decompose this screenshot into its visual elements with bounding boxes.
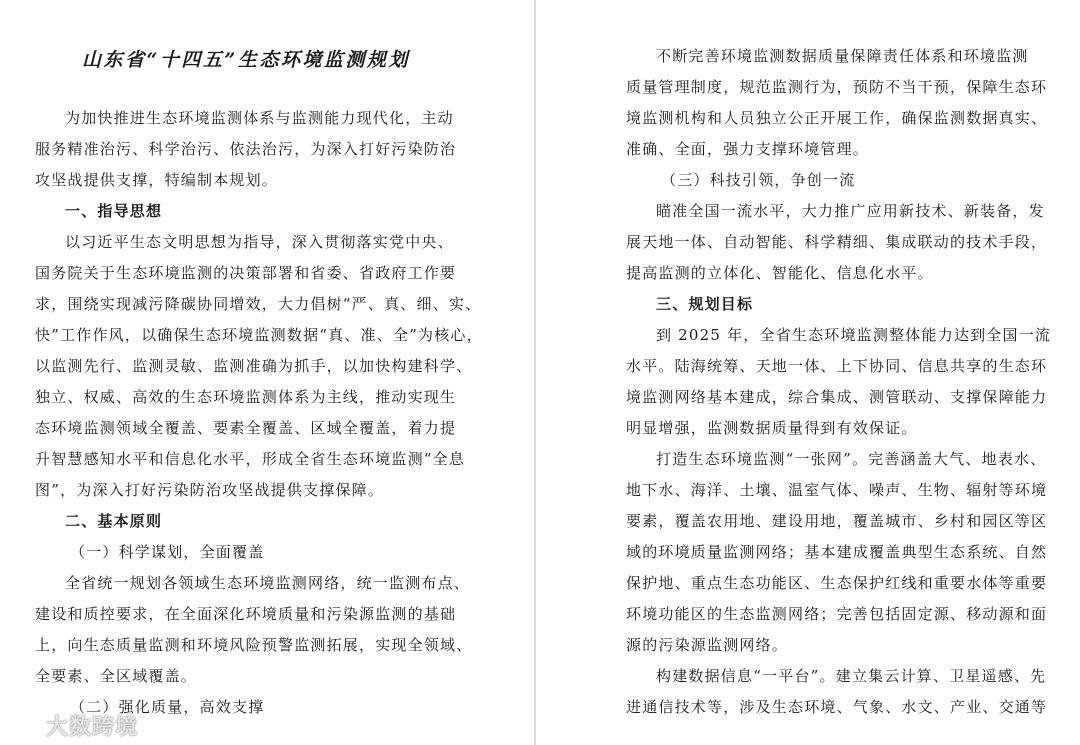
paragraph-line: 以习近平生态文明思想为指导，深入贯彻落实党中央、 [65, 233, 454, 251]
paragraph-line: 为加快推进生态环境监测体系与监测能力现代化，主动 [65, 109, 454, 127]
paragraph-line: 全要素、全区域覆盖。 [35, 667, 198, 685]
paragraph-line: 构建数据信息“一平台”。建立集云计算、卫星遥感、先 [656, 667, 1047, 685]
paragraph-line: 态环境监测领域全覆盖、要素全覆盖、区域全覆盖，着力提 [35, 419, 457, 437]
section-heading: 一、指导思想 [65, 202, 163, 220]
paragraph-line: 以监测先行、监测灵敏、监测准确为抓手，以加快构建科学、 [35, 357, 473, 375]
paragraph-line: 求，围绕实现减污降碳协同增效，大力倡树“严、真、细、实、 [35, 295, 482, 313]
section-heading: 二、基本原则 [65, 512, 163, 530]
paragraph-line: 提高监测的立体化、智能化、信息化水平。 [626, 264, 934, 282]
watermark [8, 710, 138, 741]
paragraph-line: 境监测机构和人员独立公正开展工作，确保监测数据真实、 [626, 109, 1048, 127]
paragraph-line: 境监测网络基本建成，综合集成、测管联动、支撑保障能力 [626, 388, 1048, 406]
paragraph-line: 图”，为深入打好污染防治攻坚战提供支撑保障。 [35, 481, 385, 499]
paragraph-line: 水平。陆海统筹、天地一体、上下协同、信息共享的生态环 [626, 357, 1048, 375]
watermark-logo-icon [8, 717, 42, 739]
paragraph-line: 到 2025 年，全省生态环境监测整体能力达到全国一流 [656, 326, 1052, 344]
paragraph-line: 瞄准全国一流水平，大力推广应用新技术、新装备，发 [656, 202, 1045, 220]
watermark-text: 大数跨境 [46, 715, 139, 740]
paragraph-line: 国务院关于生态环境监测的决策部署和省委、省政府工作要 [35, 264, 457, 282]
paragraph-line: 地下水、海洋、土壤、温室气体、噪声、生物、辐射等环境 [626, 481, 1048, 499]
paragraph-line: 保护地、重点生态功能区、生态保护红线和重要水体等重要 [626, 574, 1048, 592]
paragraph-line: 准确、全面，强力支撑环境管理。 [626, 140, 870, 158]
document-title: 山东省“十四五”生态环境监测规划 [82, 49, 410, 71]
paragraph-line: 攻坚战提供支撑，特编制本规划。 [35, 171, 279, 189]
paragraph-line: 域的环境质量监测网络；基本建成覆盖典型生态系统、自然 [626, 543, 1048, 561]
paragraph-line: 独立、权威、高效的生态环境监测体系为主线，推动实现生 [35, 388, 457, 406]
paragraph-line: 质量管理制度，规范监测行为，预防不当干预，保障生态环 [626, 78, 1048, 96]
paragraph-line: 环境功能区的生态监测网络；完善包括固定源、移动源和面 [626, 605, 1048, 623]
paragraph-line: 要素，覆盖农用地、建设用地，覆盖城市、乡村和园区等区 [626, 512, 1048, 530]
paragraph-line: 源的污染源监测网络。 [626, 636, 789, 654]
paragraph-line: 升智慧感知水平和信息化水平，形成全省生态环境监测“全息 [35, 450, 466, 468]
paragraph-line: 上，向生态质量监测和环境风险预警监测拓展，实现全领域、 [35, 636, 473, 654]
section-heading: 三、规划目标 [656, 295, 754, 313]
subsection-heading: （三）科技引领，争创一流 [661, 171, 856, 189]
paragraph-line: 服务精准治污、科学治污、依法治污，为深入打好污染防治 [35, 140, 457, 158]
subsection-heading: （一）科学谋划，全面覆盖 [70, 543, 265, 561]
paragraph-line: 打造生态环境监测“一张网”。完善涵盖大气、地表水、 [656, 450, 1047, 468]
paragraph-line: 快”工作作风，以确保生态环境监测数据“真、准、全”为核心， [35, 326, 483, 344]
left-page [0, 0, 534, 745]
subsection-heading: （二）强化质量，高效支撑 [70, 698, 265, 716]
paragraph-line: 展天地一体、自动智能、科学精细、集成联动的技术手段， [626, 233, 1048, 251]
right-page [536, 0, 1080, 745]
paragraph-line: 进通信技术等，涉及生态环境、气象、水文、产业、交通等 [626, 698, 1048, 716]
paragraph-line: 建设和质控要求，在全面深化环境质量和污染源监测的基础 [35, 605, 457, 623]
paragraph-line: 不断完善环境监测数据质量保障责任体系和环境监测 [656, 47, 1029, 65]
paragraph-line: 明显增强，监测数据质量得到有效保证。 [626, 419, 918, 437]
paragraph-line: 全省统一规划各领域生态环境监测网络，统一监测布点、 [65, 574, 471, 592]
